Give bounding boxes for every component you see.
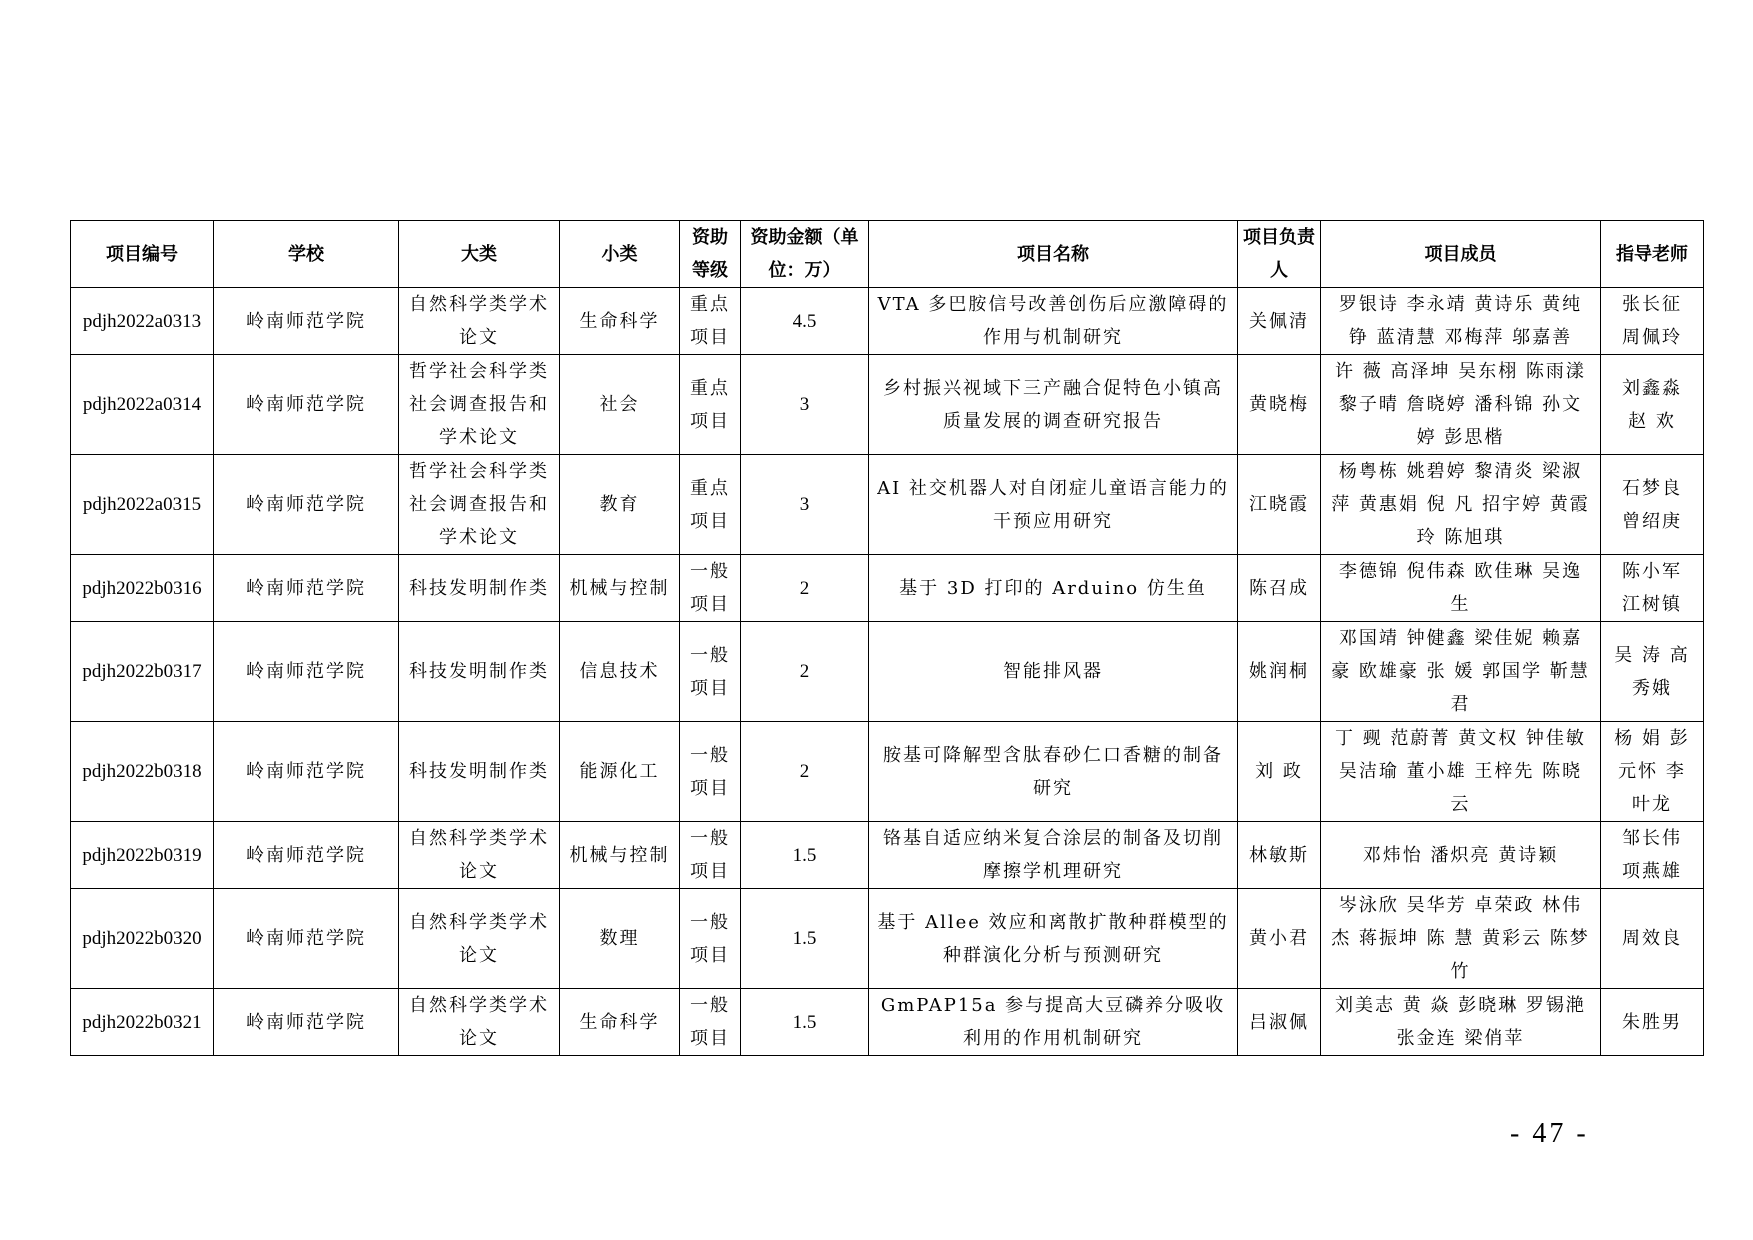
cell-members: 许 薇 高泽坤 吴东栩 陈雨漾 黎子晴 詹晓婷 潘科锦 孙文婷 彭思楷 [1321,355,1601,455]
table-header-row [71,221,1704,288]
page-number: - 47 - [1510,1118,1589,1149]
header-subcategory: 小类 [560,221,680,288]
header-leader: 项目负责人 [1238,221,1321,288]
table-row [71,822,1704,889]
cell-project-name: AI 社交机器人对自闭症儿童语言能力的干预应用研究 [869,455,1238,555]
cell-amount: 1.5 [741,889,869,989]
cell-project-name: 铬基自适应纳米复合涂层的制备及切削摩擦学机理研究 [869,822,1238,889]
cell-school: 岭南师范学院 [214,288,399,355]
cell-code: pdjh2022b0316 [71,555,214,622]
cell-project-name: VTA 多巴胺信号改善创伤后应激障碍的作用与机制研究 [869,288,1238,355]
cell-leader: 黄小君 [1238,889,1321,989]
cell-code: pdjh2022a0314 [71,355,214,455]
header-code: 项目编号 [71,221,214,288]
cell-members: 邓炜怡 潘炽亮 黄诗颖 [1321,822,1601,889]
cell-level: 一般项目 [680,555,741,622]
header-name: 项目名称 [869,221,1238,288]
cell-code: pdjh2022b0320 [71,889,214,989]
cell-project-name: 基于 3D 打印的 Arduino 仿生鱼 [869,555,1238,622]
cell-subcategory: 生命科学 [560,989,680,1056]
cell-amount: 1.5 [741,989,869,1056]
table-row [71,355,1704,455]
cell-subcategory: 机械与控制 [560,822,680,889]
header-advisor: 指导老师 [1601,221,1704,288]
cell-amount: 4.5 [741,288,869,355]
cell-leader: 刘 政 [1238,722,1321,822]
header-members: 项目成员 [1321,221,1601,288]
cell-school: 岭南师范学院 [214,989,399,1056]
cell-amount: 2 [741,722,869,822]
cell-code: pdjh2022a0313 [71,288,214,355]
table-row [71,288,1704,355]
cell-subcategory: 数理 [560,889,680,989]
cell-school: 岭南师范学院 [214,355,399,455]
cell-level: 重点项目 [680,288,741,355]
cell-advisor: 杨 娟 彭元怀 李叶龙 [1601,722,1704,822]
cell-amount: 2 [741,622,869,722]
cell-subcategory: 生命科学 [560,288,680,355]
cell-members: 杨粤栋 姚碧婷 黎清炎 梁淑萍 黄惠娟 倪 凡 招宇婷 黄霞玲 陈旭琪 [1321,455,1601,555]
cell-level: 重点项目 [680,455,741,555]
table-row [71,989,1704,1056]
cell-amount: 1.5 [741,822,869,889]
cell-members: 刘美志 黄 焱 彭晓琳 罗锡滟 张金连 梁俏苹 [1321,989,1601,1056]
cell-subcategory: 教育 [560,455,680,555]
cell-category: 科技发明制作类 [399,622,560,722]
table-row [71,889,1704,989]
cell-members: 李德锦 倪伟森 欧佳琳 吴逸生 [1321,555,1601,622]
cell-advisor: 刘鑫淼 赵 欢 [1601,355,1704,455]
cell-level: 一般项目 [680,889,741,989]
cell-code: pdjh2022b0321 [71,989,214,1056]
cell-leader: 江晓霞 [1238,455,1321,555]
cell-subcategory: 信息技术 [560,622,680,722]
cell-leader: 林敏斯 [1238,822,1321,889]
header-amount: 资助金额（单位：万） [741,221,869,288]
cell-amount: 3 [741,455,869,555]
cell-leader: 关佩清 [1238,288,1321,355]
cell-advisor: 石梦良 曾绍庚 [1601,455,1704,555]
cell-school: 岭南师范学院 [214,722,399,822]
cell-advisor: 朱胜男 [1601,989,1704,1056]
cell-school: 岭南师范学院 [214,889,399,989]
cell-category: 自然科学类学术论文 [399,889,560,989]
cell-advisor: 吴 涛 高秀娥 [1601,622,1704,722]
cell-leader: 黄晓梅 [1238,355,1321,455]
cell-members: 丁 觋 范蔚菁 黄文权 钟佳敏 吴洁瑜 董小雄 王梓先 陈晓云 [1321,722,1601,822]
cell-leader: 姚润桐 [1238,622,1321,722]
cell-category: 自然科学类学术论文 [399,822,560,889]
cell-category: 哲学社会科学类社会调查报告和学术论文 [399,355,560,455]
cell-advisor: 邹长伟 项燕雄 [1601,822,1704,889]
cell-code: pdjh2022b0319 [71,822,214,889]
projects-table [70,220,1704,1056]
cell-project-name: 胺基可降解型含肽春砂仁口香糖的制备研究 [869,722,1238,822]
cell-category: 自然科学类学术论文 [399,989,560,1056]
cell-subcategory: 社会 [560,355,680,455]
cell-project-name: 乡村振兴视域下三产融合促特色小镇高质量发展的调查研究报告 [869,355,1238,455]
cell-category: 科技发明制作类 [399,555,560,622]
cell-level: 一般项目 [680,989,741,1056]
cell-members: 岑泳欣 吴华芳 卓荣政 林伟杰 蒋振坤 陈 慧 黄彩云 陈梦竹 [1321,889,1601,989]
header-category: 大类 [399,221,560,288]
cell-school: 岭南师范学院 [214,822,399,889]
cell-members: 邓国靖 钟健鑫 梁佳妮 赖嘉豪 欧雄豪 张 媛 郭国学 靳慧君 [1321,622,1601,722]
table-row [71,722,1704,822]
cell-level: 重点项目 [680,355,741,455]
cell-project-name: GmPAP15a 参与提高大豆磷养分吸收利用的作用机制研究 [869,989,1238,1056]
cell-school: 岭南师范学院 [214,622,399,722]
cell-level: 一般项目 [680,622,741,722]
cell-amount: 3 [741,355,869,455]
cell-level: 一般项目 [680,822,741,889]
cell-school: 岭南师范学院 [214,555,399,622]
cell-category: 哲学社会科学类社会调查报告和学术论文 [399,455,560,555]
header-level: 资助等级 [680,221,741,288]
cell-project-name: 智能排风器 [869,622,1238,722]
table-row [71,622,1704,722]
cell-leader: 吕淑佩 [1238,989,1321,1056]
cell-subcategory: 能源化工 [560,722,680,822]
cell-advisor: 张长征 周佩玲 [1601,288,1704,355]
cell-code: pdjh2022a0315 [71,455,214,555]
cell-advisor: 周效良 [1601,889,1704,989]
cell-amount: 2 [741,555,869,622]
cell-leader: 陈召成 [1238,555,1321,622]
cell-members: 罗银诗 李永靖 黄诗乐 黄纯铮 蓝清慧 邓梅萍 邬嘉善 [1321,288,1601,355]
header-school: 学校 [214,221,399,288]
table-row [71,455,1704,555]
cell-level: 一般项目 [680,722,741,822]
cell-category: 自然科学类学术论文 [399,288,560,355]
cell-category: 科技发明制作类 [399,722,560,822]
cell-subcategory: 机械与控制 [560,555,680,622]
cell-advisor: 陈小军 江树镇 [1601,555,1704,622]
cell-code: pdjh2022b0317 [71,622,214,722]
cell-project-name: 基于 Allee 效应和离散扩散种群模型的种群演化分析与预测研究 [869,889,1238,989]
cell-code: pdjh2022b0318 [71,722,214,822]
cell-school: 岭南师范学院 [214,455,399,555]
table-row [71,555,1704,622]
